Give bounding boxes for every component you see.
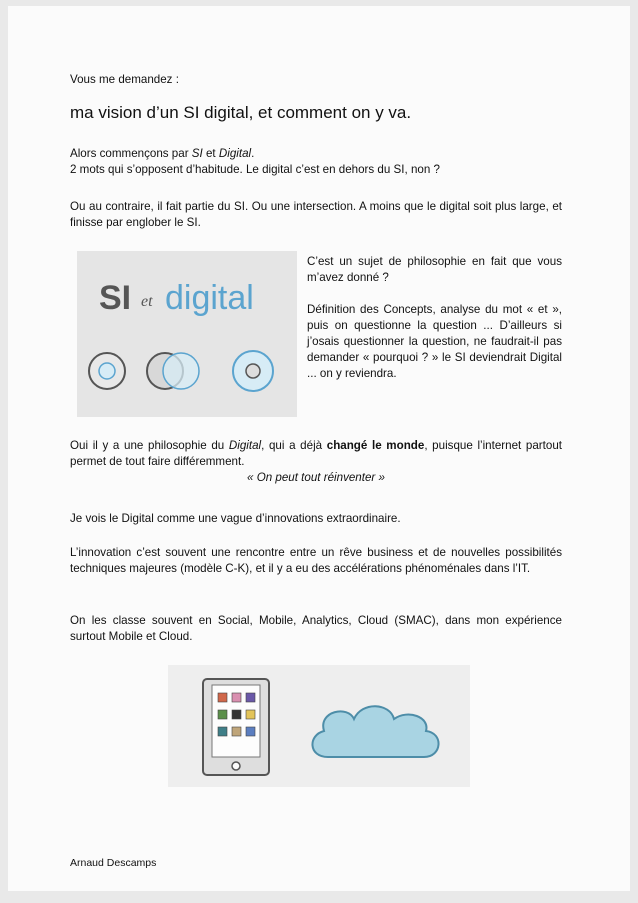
para1-digital: Digital — [218, 147, 252, 160]
paragraph-3 — [70, 438, 562, 470]
para3-b: , qui a déjà — [261, 439, 327, 452]
app-tile — [218, 727, 227, 736]
phone-icon — [203, 679, 269, 775]
cloud-icon — [312, 706, 438, 757]
logo-et: et — [141, 293, 153, 310]
mobile-cloud-illustration — [168, 665, 470, 787]
page-title: ma vision d’un SI digital, et comment on y va. — [70, 103, 412, 122]
paragraph-4: Je vois le Digital comme une vague d’innovations extraordinaire. — [70, 512, 401, 525]
para3-digital: Digital — [228, 439, 262, 452]
app-tile — [232, 710, 241, 719]
para3-a: Oui il y a une philosophie du — [70, 439, 229, 452]
paragraph-6: On les classe souvent en Social, Mobile, Analytics, Cloud (SMAC), dans mon expérience surtout Mobile et Cloud. — [70, 614, 562, 643]
para1-and: et — [202, 147, 219, 160]
circles-intersection — [147, 353, 199, 389]
para1-si: SI — [191, 147, 203, 160]
para1-end: . — [251, 147, 255, 160]
app-tile — [218, 710, 227, 719]
mobile-cloud-figure — [168, 665, 470, 787]
logo-si: SI — [99, 279, 132, 317]
intro-text: Vous me demandez : — [70, 73, 179, 86]
app-tile — [246, 693, 255, 702]
si-digital-diagram — [77, 251, 297, 417]
paragraph-2: Ou au contraire, il fait partie du SI. Ou une intersection. A moins que le digital soit plus large, et finisse par englober le SI. — [70, 200, 562, 229]
app-tile — [232, 727, 241, 736]
para3-bold: changé le monde — [326, 439, 425, 452]
paragraph-5: L’innovation c’est souvent une rencontre entre un rêve business et de nouvelles possibilités techniques majeures (modèle C-K), et il y a eu des accélérations phénoménales dans l’IT. — [70, 546, 562, 575]
app-tile — [246, 727, 255, 736]
app-tiles — [218, 693, 255, 736]
app-tile — [232, 693, 241, 702]
para1-start: Alors commençons par — [70, 147, 192, 160]
para1-line2: 2 mots qui s’opposent d’habitude. Le digital c’est en dehors du SI, non ? — [70, 163, 440, 176]
circles-separate — [89, 353, 125, 389]
side-text-1: C’est un sujet de philosophie en fait que vous m’avez donné ? — [307, 255, 562, 284]
paragraph-1 — [70, 146, 562, 178]
si-et-digital-figure — [77, 251, 297, 417]
app-tile — [246, 710, 255, 719]
quote: « On peut tout réinventer » — [247, 471, 385, 484]
logo-digital: digital — [165, 279, 254, 317]
app-tile — [218, 693, 227, 702]
footer-author: Arnaud Descamps — [70, 857, 157, 869]
para3-c: , puisque l’internet partout permet de tout faire différemment. — [70, 439, 563, 468]
circles-englobe — [233, 351, 273, 391]
side-text-2: Définition des Concepts, analyse du mot « et », puis on questionne la question ... D’ailleurs si j’osais questionner la question, ne faudrait-il pas demander « pourquoi ? » le SI deviendrait Digital ... on y reviendra. — [307, 303, 562, 380]
